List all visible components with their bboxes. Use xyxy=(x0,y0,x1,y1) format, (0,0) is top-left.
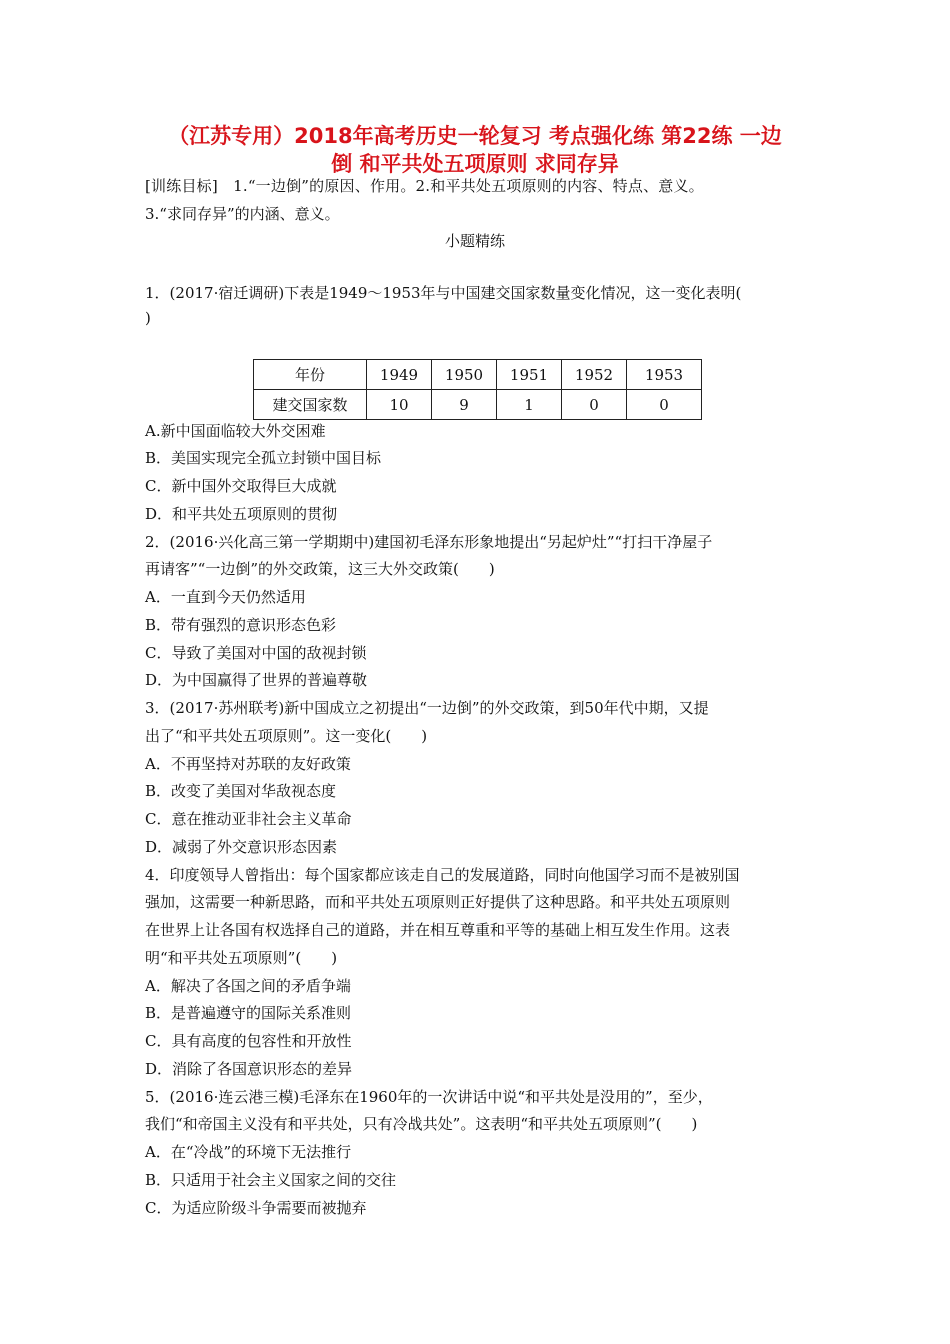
q5-option-c: C．为适应阶级斗争需要而被抛弃 xyxy=(145,1199,367,1217)
table-row xyxy=(254,360,702,390)
table-cell: 1 xyxy=(497,390,562,420)
q2-option-b: B．带有强烈的意识形态色彩 xyxy=(145,616,337,634)
q4-option-c: C．具有高度的包容性和开放性 xyxy=(145,1032,352,1050)
training-objective-line-2: 3.“求同存异”的内涵、意义。 xyxy=(145,205,340,223)
table-cell: 0 xyxy=(627,390,702,420)
title-line-2: 倒 和平共处五项原则 求同存异 xyxy=(331,152,619,176)
table-header-cell: 1949 xyxy=(367,360,432,390)
q4-stem-line-4: 明“和平共处五项原则”( ) xyxy=(145,949,338,967)
table-cell: 9 xyxy=(432,390,497,420)
table-header-cell: 1950 xyxy=(432,360,497,390)
q3-option-b: B．改变了美国对华敌视态度 xyxy=(145,782,337,800)
q5-stem-line-1: 5．(2016·连云港三模)毛泽东在1960年的一次讲话中说“和平共处是没用的”，至少， xyxy=(145,1088,713,1106)
table-row xyxy=(254,390,702,420)
table-header-cell: 1952 xyxy=(562,360,627,390)
q2-option-a: A．一直到今天仍然适用 xyxy=(145,588,306,606)
q4-stem-line-1: 4．印度领导人曾指出：每个国家都应该走自己的发展道路，同时向他国学习而不是被别国 xyxy=(145,866,740,884)
q3-option-c: C．意在推动亚非社会主义革命 xyxy=(145,810,352,828)
diplomatic-relations-table xyxy=(253,359,702,420)
q5-option-a: A．在“冷战”的环境下无法推行 xyxy=(145,1143,352,1161)
q1-option-b: B．美国实现完全孤立封锁中国目标 xyxy=(145,449,382,467)
document-title xyxy=(100,122,850,178)
q1-stem-line-2: ) xyxy=(145,309,151,327)
q3-stem-line-2: 出了“和平共处五项原则”。这一变化( ) xyxy=(145,727,428,745)
q1-option-c: C．新中国外交取得巨大成就 xyxy=(145,477,337,495)
q1-option-a: A.新中国面临较大外交困难 xyxy=(145,422,326,440)
title-line-1: （江苏专用）2018年高考历史一轮复习 考点强化练 第22练 一边 xyxy=(168,124,782,148)
q4-stem-line-3: 在世界上让各国有权选择自己的道路，并在相互尊重和平等的基础上相互发生作用。这表 xyxy=(145,921,731,939)
table-cell: 建交国家数 xyxy=(254,390,367,420)
table-cell: 0 xyxy=(562,390,627,420)
q2-stem-line-1: 2．(2016·兴化高三第一学期期中)建国初毛泽东形象地提出“另起炉灶”“打扫干净屋子 xyxy=(145,533,713,551)
q4-option-d: D．消除了各国意识形态的差异 xyxy=(145,1060,353,1078)
table-header-cell: 1951 xyxy=(497,360,562,390)
q3-stem-line-1: 3．(2017·苏州联考)新中国成立之初提出“一边倒”的外交政策，到50年代中期，又提 xyxy=(145,699,709,717)
q2-option-d: D．为中国赢得了世界的普遍尊敬 xyxy=(145,671,368,689)
section-title: 小题精练 xyxy=(444,232,505,250)
table-cell: 10 xyxy=(367,390,432,420)
q2-stem-line-2: 再请客”“一边倒”的外交政策，这三大外交政策( ) xyxy=(145,560,495,578)
q4-option-b: B．是普遍遵守的国际关系准则 xyxy=(145,1004,352,1022)
training-objective-line-1: [训练目标] 1.“一边倒”的原因、作用。2.和平共处五项原则的内容、特点、意义。 xyxy=(145,177,704,195)
q2-option-c: C．导致了美国对中国的敌视封锁 xyxy=(145,644,367,662)
q5-stem-line-2: 我们“和帝国主义没有和平共处，只有冷战共处”。这表明“和平共处五项原则”( ) xyxy=(145,1115,698,1133)
table-header-cell: 年份 xyxy=(254,360,367,390)
q4-option-a: A．解决了各国之间的矛盾争端 xyxy=(145,977,351,995)
q1-option-d: D．和平共处五项原则的贯彻 xyxy=(145,505,338,523)
q3-option-a: A．不再坚持对苏联的友好政策 xyxy=(145,755,351,773)
table-header-cell: 1953 xyxy=(627,360,702,390)
q1-stem-line-1: 1．(2017·宿迁调研)下表是1949～1953年与中国建交国家数量变化情况，这一变化表明( xyxy=(145,284,742,302)
q3-option-d: D．减弱了外交意识形态因素 xyxy=(145,838,338,856)
q4-stem-line-2: 强加，这需要一种新思路，而和平共处五项原则正好提供了这种思路。和平共处五项原则 xyxy=(145,893,731,911)
q5-option-b: B．只适用于社会主义国家之间的交往 xyxy=(145,1171,397,1189)
